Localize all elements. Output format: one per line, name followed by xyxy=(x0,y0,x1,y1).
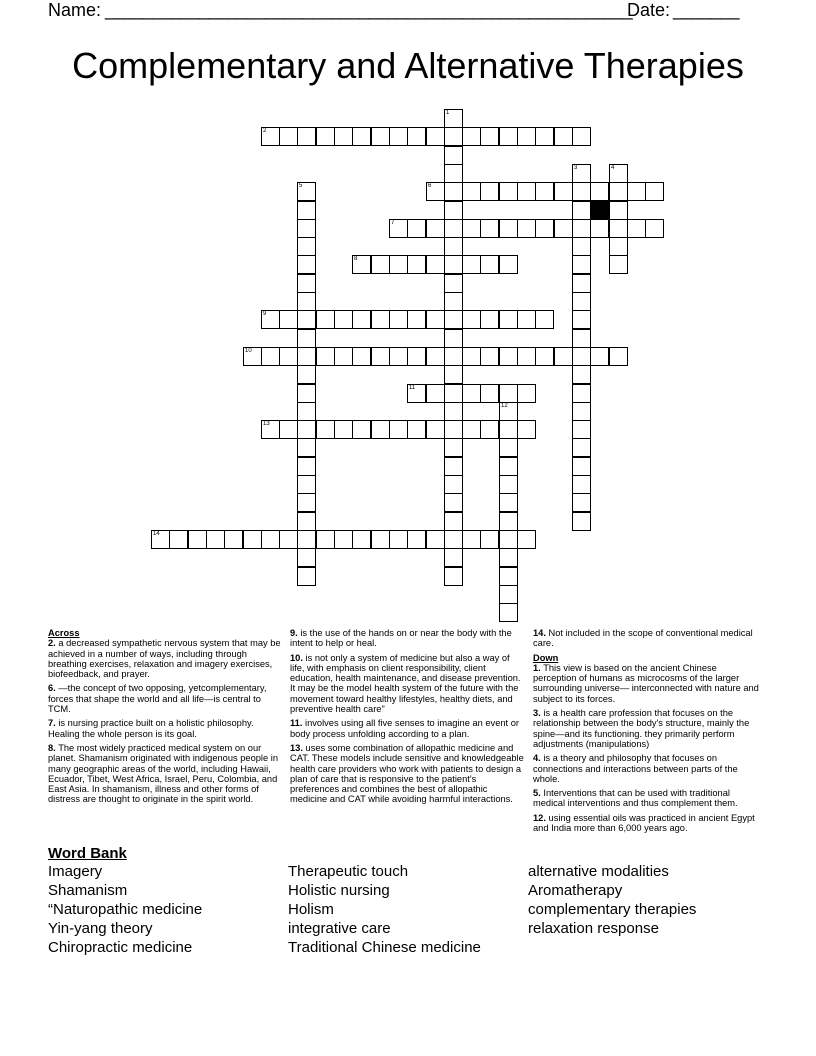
grid-cell[interactable] xyxy=(444,475,463,494)
grid-cell[interactable] xyxy=(316,420,335,439)
grid-cell[interactable] xyxy=(297,530,316,549)
grid-cell[interactable] xyxy=(554,182,573,201)
word-bank-item: Shamanism xyxy=(48,882,128,899)
clue-text: is nursing practice built on a holistic philosophy. Healing the whole person is its goal. xyxy=(48,718,254,739)
grid-cell[interactable] xyxy=(572,237,591,256)
grid-cell[interactable] xyxy=(426,310,445,329)
down-heading: Down xyxy=(533,652,559,663)
grid-cell[interactable] xyxy=(572,182,591,201)
grid-cell[interactable] xyxy=(243,530,262,549)
grid-cell[interactable] xyxy=(407,530,426,549)
grid-cell[interactable] xyxy=(480,347,499,366)
grid-cell[interactable] xyxy=(535,347,554,366)
grid-cell[interactable] xyxy=(169,530,188,549)
grid-cell[interactable] xyxy=(334,310,353,329)
clue-across-13 xyxy=(290,743,526,805)
grid-cell[interactable] xyxy=(426,420,445,439)
grid-cell[interactable] xyxy=(407,127,426,146)
grid-cell[interactable] xyxy=(572,347,591,366)
grid-cell[interactable] xyxy=(645,219,664,238)
clue-text: The most widely practiced medical system on our planet. Shamanism originated with indigenous people in many geographic areas of the world, including Hawaii, Ecuador, Tibet, West Africa, Israel, Peru, Colombia, and East Asia. In shamanism, illness and other forms of distress are thought to originate in the spirit world. xyxy=(48,742,278,805)
grid-cell[interactable] xyxy=(572,512,591,531)
grid-cell[interactable] xyxy=(371,420,390,439)
grid-cell[interactable] xyxy=(499,512,518,531)
clue-number-label: 3 xyxy=(574,165,578,171)
grid-cell[interactable] xyxy=(517,530,536,549)
grid-cell[interactable] xyxy=(297,548,316,567)
clue-down-3 xyxy=(533,708,761,749)
clue-text: is a health care profession that focuses on the relationship between the body's structure, mainly the spine—and its functioning. they primarily perform adjustments (manipulations) xyxy=(533,708,750,749)
grid-cell[interactable] xyxy=(590,347,609,366)
grid-cell[interactable] xyxy=(499,567,518,586)
clue-down-1 xyxy=(533,663,761,704)
grid-cell[interactable] xyxy=(462,384,481,403)
grid-cell[interactable] xyxy=(352,420,371,439)
grid-cell[interactable] xyxy=(499,219,518,238)
clue-number-label: 6 xyxy=(428,183,432,189)
grid-cell[interactable] xyxy=(554,347,573,366)
word-bank-item: Imagery xyxy=(48,863,103,880)
grid-cell[interactable] xyxy=(480,420,499,439)
grid-cell[interactable] xyxy=(609,182,628,201)
grid-cell[interactable] xyxy=(389,530,408,549)
grid-cell[interactable] xyxy=(572,292,591,311)
grid-cell[interactable] xyxy=(499,347,518,366)
grid-cell[interactable] xyxy=(499,384,518,403)
grid-cell[interactable] xyxy=(499,310,518,329)
grid-cell[interactable] xyxy=(352,310,371,329)
grid-cell[interactable] xyxy=(297,493,316,512)
clue-across-7 xyxy=(48,718,282,739)
grid-cell[interactable] xyxy=(480,530,499,549)
grid-cell[interactable] xyxy=(444,567,463,586)
name-field[interactable]: ________________________________________________________ xyxy=(105,0,633,20)
grid-cell[interactable] xyxy=(297,438,316,457)
clue-number-label: 9 xyxy=(263,311,267,317)
clue-number: 11. xyxy=(290,718,303,729)
clues-column-middle xyxy=(290,628,526,809)
grid-cell[interactable] xyxy=(352,255,371,274)
grid-cell[interactable] xyxy=(480,127,499,146)
clue-number: 7. xyxy=(48,718,56,729)
grid-cell[interactable] xyxy=(627,219,646,238)
grid-cell[interactable] xyxy=(462,127,481,146)
grid-cell[interactable] xyxy=(462,420,481,439)
clue-number-label: 2 xyxy=(263,128,267,134)
clue-number: 5. xyxy=(533,788,541,799)
grid-cell[interactable] xyxy=(444,402,463,421)
clue-text: using essential oils was practiced in ancient Egypt and India more than 6,000 years ago. xyxy=(533,812,755,834)
clue-number-label: 14 xyxy=(153,531,160,537)
grid-cell[interactable] xyxy=(389,310,408,329)
grid-cell[interactable] xyxy=(297,182,316,201)
grid-cell[interactable] xyxy=(316,530,335,549)
grid-cell[interactable] xyxy=(426,182,445,201)
clue-number-label: 4 xyxy=(611,165,615,171)
clue-down-12 xyxy=(533,813,761,834)
grid-cell[interactable] xyxy=(517,420,536,439)
grid-cell[interactable] xyxy=(297,567,316,586)
word-bank-item: Aromatherapy xyxy=(528,882,623,899)
name-label: Name: xyxy=(48,0,102,20)
clue-down-4 xyxy=(533,753,761,784)
grid-cell[interactable] xyxy=(279,127,298,146)
clue-number: 4. xyxy=(533,753,541,764)
grid-cell[interactable] xyxy=(444,329,463,348)
grid-cell[interactable] xyxy=(261,530,280,549)
grid-cell[interactable] xyxy=(297,365,316,384)
clue-across-6 xyxy=(48,683,282,714)
clue-number: 9. xyxy=(290,628,298,638)
word-bank-item: Traditional Chinese medicine xyxy=(288,939,481,956)
grid-cell[interactable] xyxy=(462,347,481,366)
grid-cell[interactable] xyxy=(499,530,518,549)
grid-cell[interactable] xyxy=(316,347,335,366)
grid-cell[interactable] xyxy=(499,438,518,457)
grid-cell[interactable] xyxy=(188,530,207,549)
grid-cell[interactable] xyxy=(334,347,353,366)
grid-cell[interactable] xyxy=(389,347,408,366)
grid-cell[interactable] xyxy=(609,347,628,366)
word-bank-item: integrative care xyxy=(288,920,391,937)
clue-text: is a theory and philosophy that focuses on connections and interactions between parts of the whole. xyxy=(533,753,738,784)
clue-number: 12. xyxy=(533,812,546,823)
grid-cell[interactable] xyxy=(352,127,371,146)
clues-column-right xyxy=(533,628,761,837)
clue-number: 13. xyxy=(290,742,303,753)
clue-across-11 xyxy=(290,718,526,739)
clue-down-5 xyxy=(533,788,761,809)
clue-number-label: 8 xyxy=(354,256,358,262)
clue-number-label: 1 xyxy=(446,110,450,116)
grid-cell[interactable] xyxy=(480,310,499,329)
word-bank-item: complementary therapies xyxy=(528,901,697,918)
grid-cell[interactable] xyxy=(572,365,591,384)
clue-number: 8. xyxy=(48,742,56,753)
grid-cell[interactable] xyxy=(517,219,536,238)
grid-cell[interactable] xyxy=(517,127,536,146)
grid-cell[interactable] xyxy=(499,475,518,494)
grid-cell[interactable] xyxy=(480,255,499,274)
word-bank-item: Chiropractic medicine xyxy=(48,939,193,956)
grid-cell[interactable] xyxy=(297,255,316,274)
grid-cell[interactable] xyxy=(609,255,628,274)
grid-cell[interactable] xyxy=(609,164,628,183)
grid-cell[interactable] xyxy=(572,219,591,238)
grid-cell[interactable] xyxy=(499,255,518,274)
grid-cell[interactable] xyxy=(261,420,280,439)
grid-cell[interactable] xyxy=(151,530,170,549)
clue-across-10 xyxy=(290,653,526,715)
grid-cell[interactable] xyxy=(499,420,518,439)
word-bank-item: Holism xyxy=(288,901,334,918)
grid-cell[interactable] xyxy=(444,201,463,220)
grid-cell[interactable] xyxy=(517,182,536,201)
grid-cell[interactable] xyxy=(572,475,591,494)
grid-cell[interactable] xyxy=(279,310,298,329)
grid-cell[interactable] xyxy=(426,347,445,366)
grid-cell[interactable] xyxy=(444,438,463,457)
clue-number-label: 10 xyxy=(245,348,252,354)
grid-cell[interactable] xyxy=(407,219,426,238)
grid-cell[interactable] xyxy=(572,438,591,457)
clue-text: involves using all five senses to imagine an event or body process unfolding according to a plan. xyxy=(290,718,519,739)
grid-cell[interactable] xyxy=(499,493,518,512)
grid-cell[interactable] xyxy=(517,347,536,366)
grid-cell[interactable] xyxy=(609,219,628,238)
grid-cell[interactable] xyxy=(297,274,316,293)
grid-cell[interactable] xyxy=(371,255,390,274)
word-bank-column xyxy=(528,862,696,938)
grid-cell[interactable] xyxy=(499,548,518,567)
clue-text: This view is based on the ancient Chinese perception of humans as microcosms of the larger surrounding universe— interconnected with nature and subject to its forces. xyxy=(533,662,759,704)
word-bank-column xyxy=(288,862,481,957)
grid-cell[interactable] xyxy=(444,164,463,183)
clue-text: Interventions that can be used with traditional medical interventions and thus complement them. xyxy=(533,788,738,809)
grid-cell[interactable] xyxy=(297,219,316,238)
grid-cell[interactable] xyxy=(444,292,463,311)
grid-cell[interactable] xyxy=(426,127,445,146)
grid-cell[interactable] xyxy=(645,182,664,201)
clue-number-label: 7 xyxy=(391,220,395,226)
clue-text: Not included in the scope of conventional medical care. xyxy=(533,628,753,649)
grid-cell[interactable] xyxy=(297,384,316,403)
grid-cell[interactable] xyxy=(444,182,463,201)
grid-cell[interactable] xyxy=(261,347,280,366)
grid-cell[interactable] xyxy=(316,310,335,329)
grid-cell[interactable] xyxy=(535,310,554,329)
grid-cell[interactable] xyxy=(572,127,591,146)
word-bank-item: Yin-yang theory xyxy=(48,920,153,937)
grid-cell[interactable] xyxy=(279,530,298,549)
grid-cell[interactable] xyxy=(444,127,463,146)
grid-cell[interactable] xyxy=(297,237,316,256)
grid-cell[interactable] xyxy=(297,475,316,494)
clues-column-left xyxy=(48,628,282,809)
clue-number: 1. xyxy=(533,662,541,673)
grid-cell[interactable] xyxy=(609,201,628,220)
clue-text: a decreased sympathetic nervous system that may be achieved in a number of ways, including through breathing exercises, relaxation and imagery exercises, biofeedback, and prayer. xyxy=(48,638,281,680)
word-bank-item: “Naturopathic medicine xyxy=(48,901,203,918)
clue-number-label: 12 xyxy=(501,403,508,409)
grid-cell[interactable] xyxy=(572,164,591,183)
grid-block-cell xyxy=(590,201,609,220)
grid-cell[interactable] xyxy=(444,493,463,512)
grid-cell[interactable] xyxy=(444,109,463,128)
grid-cell[interactable] xyxy=(407,384,426,403)
grid-cell[interactable] xyxy=(444,237,463,256)
header xyxy=(48,0,748,24)
grid-cell[interactable] xyxy=(352,347,371,366)
grid-cell[interactable] xyxy=(407,255,426,274)
grid-cell[interactable] xyxy=(279,420,298,439)
grid-cell[interactable] xyxy=(334,530,353,549)
word-bank-item: Therapeutic touch xyxy=(288,863,409,880)
grid-cell[interactable] xyxy=(572,310,591,329)
clue-text: —the concept of two opposing, yetcomplementary, forces that shape the world and all life—is central to TCM. xyxy=(48,683,267,715)
grid-cell[interactable] xyxy=(334,420,353,439)
grid-cell[interactable] xyxy=(444,548,463,567)
clue-text: is the use of the hands on or near the body with the intent to help or heal. xyxy=(290,628,512,649)
date-label: Date: xyxy=(627,0,671,20)
clue-number-label: 11 xyxy=(409,385,416,391)
grid-cell[interactable] xyxy=(297,292,316,311)
grid-cell[interactable] xyxy=(444,310,463,329)
grid-cell[interactable] xyxy=(590,219,609,238)
grid-cell[interactable] xyxy=(297,512,316,531)
grid-cell[interactable] xyxy=(572,201,591,220)
grid-cell[interactable] xyxy=(261,127,280,146)
grid-cell[interactable] xyxy=(371,347,390,366)
grid-cell[interactable] xyxy=(444,146,463,165)
grid-cell[interactable] xyxy=(444,512,463,531)
grid-cell[interactable] xyxy=(334,127,353,146)
clue-across-14 xyxy=(533,628,761,649)
grid-cell[interactable] xyxy=(462,530,481,549)
grid-cell[interactable] xyxy=(279,347,298,366)
grid-cell[interactable] xyxy=(444,347,463,366)
grid-cell[interactable] xyxy=(572,255,591,274)
grid-cell[interactable] xyxy=(371,127,390,146)
grid-cell[interactable] xyxy=(572,420,591,439)
grid-cell[interactable] xyxy=(389,127,408,146)
grid-cell[interactable] xyxy=(517,310,536,329)
grid-cell[interactable] xyxy=(462,255,481,274)
grid-cell[interactable] xyxy=(389,255,408,274)
grid-cell[interactable] xyxy=(462,219,481,238)
grid-cell[interactable] xyxy=(297,127,316,146)
grid-cell[interactable] xyxy=(535,127,554,146)
grid-cell[interactable] xyxy=(389,420,408,439)
grid-cell[interactable] xyxy=(480,182,499,201)
grid-cell[interactable] xyxy=(554,219,573,238)
word-bank-column xyxy=(48,862,202,957)
grid-cell[interactable] xyxy=(609,237,628,256)
word-bank-item: alternative modalities xyxy=(528,863,669,880)
grid-cell[interactable] xyxy=(297,201,316,220)
grid-cell[interactable] xyxy=(444,384,463,403)
grid-cell[interactable] xyxy=(572,329,591,348)
clue-across-9 xyxy=(290,628,526,649)
word-bank-title: Word Bank xyxy=(48,845,127,862)
grid-cell[interactable] xyxy=(462,310,481,329)
grid-cell[interactable] xyxy=(480,219,499,238)
grid-cell[interactable] xyxy=(352,530,371,549)
grid-cell[interactable] xyxy=(389,219,408,238)
grid-cell[interactable] xyxy=(590,182,609,201)
grid-cell[interactable] xyxy=(572,457,591,476)
grid-cell[interactable] xyxy=(499,182,518,201)
grid-cell[interactable] xyxy=(444,255,463,274)
grid-cell[interactable] xyxy=(572,402,591,421)
grid-cell[interactable] xyxy=(243,347,262,366)
grid-cell[interactable] xyxy=(499,402,518,421)
grid-cell[interactable] xyxy=(444,274,463,293)
grid-cell[interactable] xyxy=(572,493,591,512)
grid-cell[interactable] xyxy=(297,310,316,329)
word-bank-item: Holistic nursing xyxy=(288,882,390,899)
grid-cell[interactable] xyxy=(426,384,445,403)
grid-cell[interactable] xyxy=(499,603,518,622)
clue-text: uses some combination of allopathic medicine and CAT. These models include sensitive and knowledgeable health care providers who work with patients to design a plan of care that is responsive to the patient's preferences and combines the best of allopathic medicine and CAT while avoiding harmful interactions. xyxy=(290,742,524,805)
grid-cell[interactable] xyxy=(554,127,573,146)
grid-cell[interactable] xyxy=(297,329,316,348)
grid-cell[interactable] xyxy=(499,127,518,146)
clue-number-label: 13 xyxy=(263,421,270,427)
grid-cell[interactable] xyxy=(444,530,463,549)
grid-cell[interactable] xyxy=(572,384,591,403)
grid-cell[interactable] xyxy=(499,457,518,476)
grid-cell[interactable] xyxy=(444,457,463,476)
clue-number: 2. xyxy=(48,638,56,649)
clue-number: 14. xyxy=(533,628,546,638)
across-heading: Across xyxy=(48,628,80,638)
word-bank-item: relaxation response xyxy=(528,920,659,937)
grid-cell[interactable] xyxy=(444,365,463,384)
clue-number: 3. xyxy=(533,708,541,719)
grid-cell[interactable] xyxy=(627,182,646,201)
grid-cell[interactable] xyxy=(206,530,225,549)
grid-cell[interactable] xyxy=(426,219,445,238)
grid-cell[interactable] xyxy=(297,347,316,366)
clue-across-2 xyxy=(48,638,282,679)
grid-cell[interactable] xyxy=(261,310,280,329)
grid-cell[interactable] xyxy=(316,127,335,146)
grid-cell[interactable] xyxy=(517,384,536,403)
clue-text: is not only a system of medicine but also a way of life, with emphasis on client responsibility, client education, health maintenance, and disease prevention. It may be the model health system of the future with the movement toward healthy lifestyles, healthy diets, and preventive health care" xyxy=(290,652,521,715)
grid-cell[interactable] xyxy=(426,255,445,274)
grid-cell[interactable] xyxy=(572,274,591,293)
grid-cell[interactable] xyxy=(407,420,426,439)
grid-cell[interactable] xyxy=(462,182,481,201)
grid-cell[interactable] xyxy=(224,530,243,549)
grid-cell[interactable] xyxy=(426,530,445,549)
clue-number: 10. xyxy=(290,652,303,663)
grid-cell[interactable] xyxy=(371,310,390,329)
clue-number-label: 5 xyxy=(299,183,303,189)
grid-cell[interactable] xyxy=(444,420,463,439)
grid-cell[interactable] xyxy=(297,420,316,439)
grid-cell[interactable] xyxy=(535,182,554,201)
clue-across-8 xyxy=(48,743,282,805)
clue-number: 6. xyxy=(48,683,56,694)
grid-cell[interactable] xyxy=(407,347,426,366)
grid-cell[interactable] xyxy=(535,219,554,238)
grid-cell[interactable] xyxy=(297,457,316,476)
date-field[interactable]: _______ xyxy=(673,0,739,20)
grid-cell[interactable] xyxy=(407,310,426,329)
grid-cell[interactable] xyxy=(480,384,499,403)
grid-cell[interactable] xyxy=(371,530,390,549)
grid-cell[interactable] xyxy=(499,585,518,604)
grid-cell[interactable] xyxy=(297,402,316,421)
page-title: Complementary and Alternative Therapies xyxy=(72,45,744,86)
grid-cell[interactable] xyxy=(444,219,463,238)
